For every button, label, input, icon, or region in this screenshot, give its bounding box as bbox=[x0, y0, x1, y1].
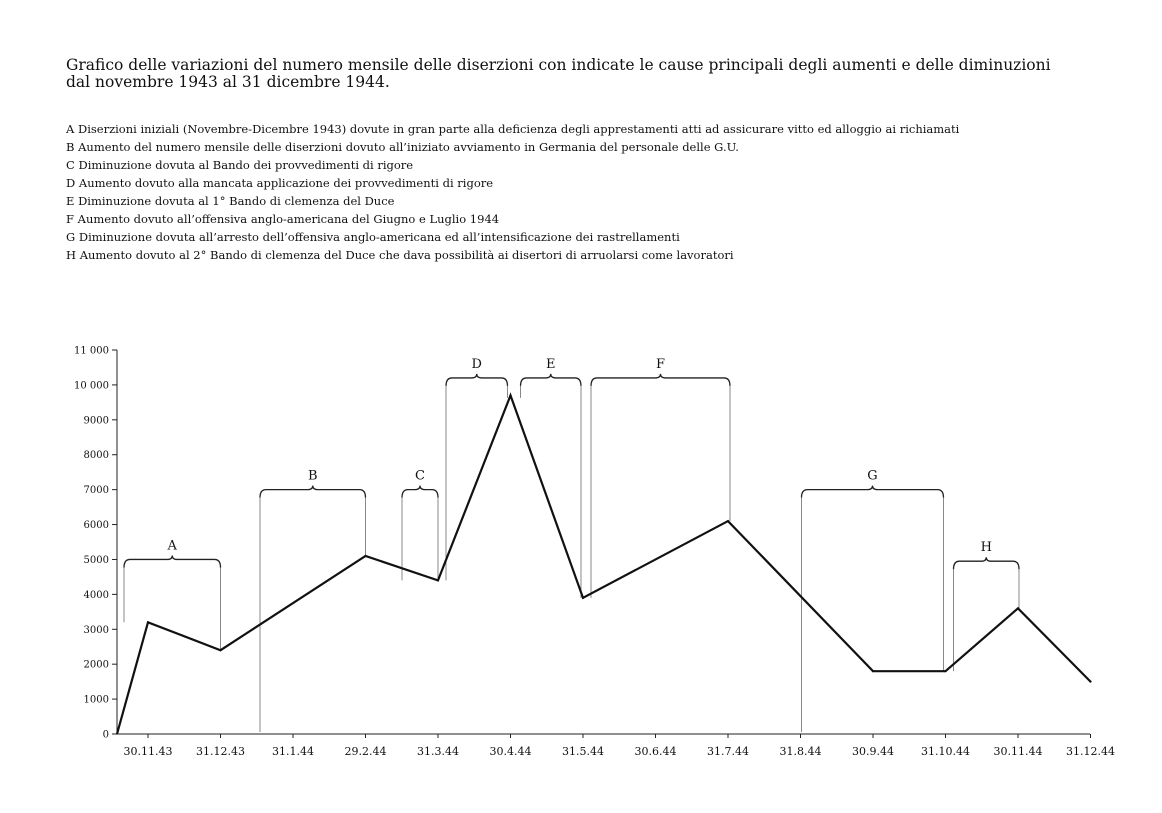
bracket-label: D bbox=[471, 356, 482, 372]
chart-title-line-1: Grafico delle variazioni del numero mensile delle diserzioni con indicate le cause principali degli aumenti e delle diminuzioni bbox=[66, 56, 1051, 74]
bracket-brace bbox=[521, 374, 582, 386]
y-tick-label: 2000 bbox=[83, 659, 109, 671]
y-tick-label: 5000 bbox=[83, 554, 109, 566]
data-point bbox=[727, 520, 729, 522]
y-tick-label: 3000 bbox=[83, 624, 109, 636]
x-tick-label: 31.3.44 bbox=[417, 745, 459, 758]
legend-key: D bbox=[66, 176, 76, 190]
x-tick-label: 30.11.43 bbox=[123, 745, 173, 758]
bracket-brace bbox=[954, 557, 1020, 569]
bracket-c bbox=[402, 469, 438, 581]
y-tick-label: 0 bbox=[102, 729, 109, 741]
x-tick-label: 29.2.44 bbox=[344, 745, 387, 758]
legend-text: Aumento dovuto alla mancata applicazione dei provvedimenti di rigore bbox=[78, 176, 494, 190]
bracket-brace bbox=[802, 486, 944, 498]
bracket-brace bbox=[260, 486, 366, 498]
data-point bbox=[944, 670, 946, 672]
y-tick-label: 10 000 bbox=[74, 380, 109, 392]
bracket-b bbox=[260, 469, 366, 732]
x-tick-label: 31.8.44 bbox=[779, 745, 822, 758]
legend-text: Aumento dovuto all’offensiva anglo-americana del Giugno e Luglio 1944 bbox=[77, 212, 500, 226]
x-tick-label: 30.9.44 bbox=[852, 745, 894, 758]
bracket-brace bbox=[446, 374, 508, 386]
legend-text: Diserzioni iniziali (Novembre-Dicembre 1943) dovute in gran parte alla deficienza degli apprestamenti atti ad assicurare vitto ed alloggio ai richiamati bbox=[77, 122, 960, 136]
legend-text: Diminuzione dovuta al 1° Bando di clemenza del Duce bbox=[78, 194, 395, 208]
bracket-g bbox=[802, 469, 944, 732]
bracket-label: E bbox=[546, 356, 556, 372]
data-point bbox=[872, 670, 874, 672]
legend-key: A bbox=[66, 122, 75, 136]
series-layer bbox=[117, 394, 1092, 734]
x-tick-label: 30.6.44 bbox=[634, 745, 677, 758]
x-tick-label: 30.4.44 bbox=[489, 745, 532, 758]
x-tick-label: 31.12.44 bbox=[1066, 745, 1115, 758]
bracket-label: C bbox=[415, 468, 425, 484]
legend-text: Diminuzione dovuta al Bando dei provvedimenti di rigore bbox=[78, 158, 414, 172]
legend-key: F bbox=[66, 212, 74, 226]
y-tick-label: 7000 bbox=[83, 485, 109, 497]
y-tick-label: 6000 bbox=[83, 520, 109, 532]
legend-key: B bbox=[66, 140, 75, 154]
legend-key: E bbox=[66, 194, 75, 208]
legend-text: Aumento del numero mensile delle diserzioni dovuto all’iniziato avviamento in Germania del personale delle G.U. bbox=[78, 140, 739, 154]
bracket-label: F bbox=[655, 356, 666, 372]
chart-title-line-2: dal novembre 1943 al 31 dicembre 1944. bbox=[66, 73, 390, 91]
x-tick-label: 31.10.44 bbox=[921, 745, 970, 758]
legend-text: Diminuzione dovuta all’arresto dell’offensiva anglo-americana ed all’intensificazione dei rastrellamenti bbox=[78, 230, 680, 244]
series-line bbox=[117, 395, 1091, 734]
bracket-h bbox=[954, 540, 1020, 671]
bracket-a bbox=[124, 538, 221, 650]
y-tick-label: 9000 bbox=[83, 415, 109, 427]
x-tick-label: 30.11.44 bbox=[993, 745, 1043, 758]
x-axis bbox=[117, 734, 1115, 758]
legend-key: H bbox=[66, 248, 77, 262]
x-tick-label: 31.1.44 bbox=[272, 745, 314, 758]
bracket-brace bbox=[402, 486, 438, 498]
bracket-label: B bbox=[307, 468, 318, 484]
x-tick-label: 31.12.43 bbox=[196, 745, 245, 758]
bracket-e bbox=[521, 357, 582, 598]
bracket-label: G bbox=[867, 468, 878, 484]
bracket-d bbox=[446, 357, 508, 580]
bracket-brace bbox=[124, 555, 221, 567]
bracket-label: A bbox=[167, 538, 177, 554]
legend-key: C bbox=[66, 158, 75, 172]
data-point bbox=[364, 555, 366, 557]
data-point bbox=[1017, 607, 1019, 609]
y-tick-label: 4000 bbox=[83, 589, 109, 601]
data-point bbox=[509, 394, 511, 396]
y-tick-label: 1000 bbox=[83, 694, 109, 706]
x-tick-label: 31.5.44 bbox=[562, 745, 604, 758]
bracket-f bbox=[591, 357, 730, 598]
data-point bbox=[1089, 681, 1091, 683]
data-point bbox=[437, 579, 439, 581]
data-point bbox=[147, 621, 149, 623]
legend-key: G bbox=[66, 230, 76, 244]
y-tick-label: 8000 bbox=[83, 450, 109, 462]
x-tick-label: 31.7.44 bbox=[707, 745, 749, 758]
data-point bbox=[582, 597, 584, 599]
bracket-label: H bbox=[980, 540, 992, 556]
data-point bbox=[219, 649, 221, 651]
y-tick-label: 11 000 bbox=[74, 345, 109, 357]
y-axis bbox=[74, 346, 117, 741]
legend-text: Aumento dovuto al 2° Bando di clemenza del Duce che dava possibilità ai disertori di arruolarsi come lavoratori bbox=[79, 248, 734, 262]
cause-brackets bbox=[124, 357, 1019, 732]
bracket-brace bbox=[591, 374, 730, 386]
